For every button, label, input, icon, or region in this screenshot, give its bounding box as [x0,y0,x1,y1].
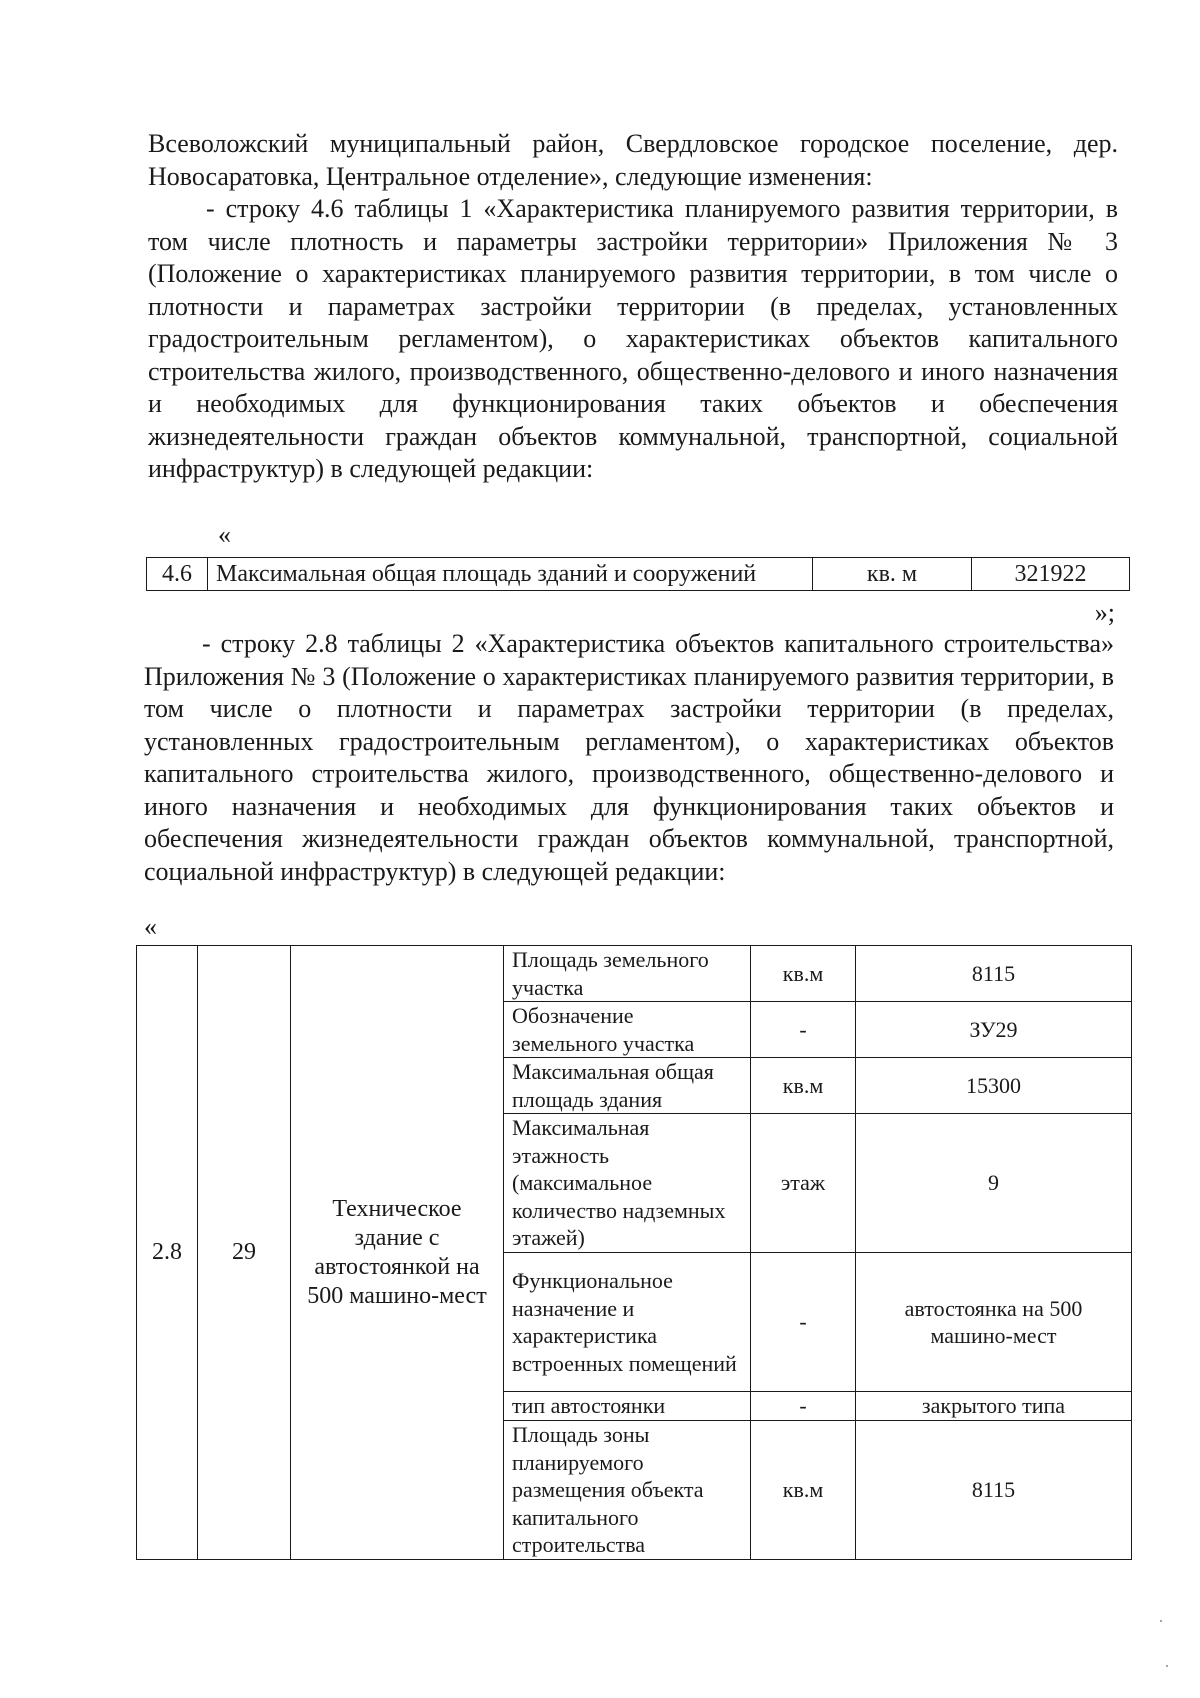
object-name: Техническое здание с автостоянкой на 500 машино-мест [291,946,504,1560]
paragraph-2-block [144,628,1114,888]
value-cell: ЗУ29 [856,1002,1132,1058]
value-cell: автостоянка на 500 машино-мест [856,1253,1132,1392]
unit-cell: - [751,1253,856,1392]
value-cell: 15300 [856,1058,1132,1114]
scan-speck [1166,1665,1168,1667]
param-cell: тип автостоянки [504,1392,751,1421]
value-cell: 9 [856,1114,1132,1253]
param-cell: Обозначение земельного участка [504,1002,751,1058]
paragraph-1: - строку 4.6 таблицы 1 «Характеристика планируемого развития территории, в том числе плотность и параметры застройки территории» Приложения № 3 (Положение о характеристиках планируемого развития территории, в том числе о плотности и параметрах застройки территории (в пределах, установленных градостроительным регламентом), о характеристиках объектов капитального строительства жилого, производственного, общественно-делового и иного назначения и необходимых для функционирования таких объектов и обеспечения жизнедеятельности граждан объектов коммунальной, транспортной, социальной инфраструктур) в следующей редакции: [148,194,1118,483]
value-cell: закрытого типа [856,1392,1132,1421]
param-cell: Максимальная этажность (максимальное количество надземных этажей) [504,1114,751,1253]
param-cell: Площадь земельного участка [504,946,751,1002]
unit-cell: - [751,1392,856,1421]
table-2 [136,945,1132,1560]
param-cell: Площадь зоны планируемого размещения объекта капитального строительства [504,1421,751,1560]
scan-speck [1160,1620,1162,1622]
row-number: 2.8 [137,946,198,1560]
open-quote-2: « [144,912,157,941]
unit-cell: этаж [751,1114,856,1253]
table-row [147,558,1130,591]
unit-cell: - [751,1002,856,1058]
unit-cell: кв.м [751,1058,856,1114]
row-value: 321922 [972,558,1130,591]
table-1 [146,557,1130,591]
intro-line: Всеволожский муниципальный район, Свердловское городское поселение, дер. Новосаратовка, Центральное отделение», следующие изменения: [148,129,1118,191]
value-cell: 8115 [856,1421,1132,1560]
close-quote-1: »; [1094,598,1115,627]
object-id: 29 [198,946,291,1560]
param-cell: Функциональное назначение и характеристика встроенных помещений [504,1253,751,1392]
value-cell: 8115 [856,946,1132,1002]
paragraph-2: - строку 2.8 таблицы 2 «Характеристика объектов капитального строительства» Приложения № 3 (Положение о характеристиках планируемого развития территории, в том числе о плотности и параметрах застройки территории (в пределах, установленных градостроительным регламентом), о характеристиках объектов капитального строительства жилого, производственного, общественно-делового и иного назначения и необходимых для функционирования таких объектов и обеспечения жизнедеятельности граждан объектов коммунальной, транспортной, социальной инфраструктур) в следующей редакции: [144,629,1114,886]
row-number: 4.6 [147,558,208,591]
unit-cell: кв.м [751,946,856,1002]
table-row [137,946,1132,1002]
intro-text [148,128,1118,486]
unit-cell: кв.м [751,1421,856,1560]
row-unit: кв. м [813,558,972,591]
open-quote-1: « [218,520,231,549]
param-cell: Максимальная общая площадь здания [504,1058,751,1114]
row-parameter: Максимальная общая площадь зданий и сооружений [208,558,813,591]
